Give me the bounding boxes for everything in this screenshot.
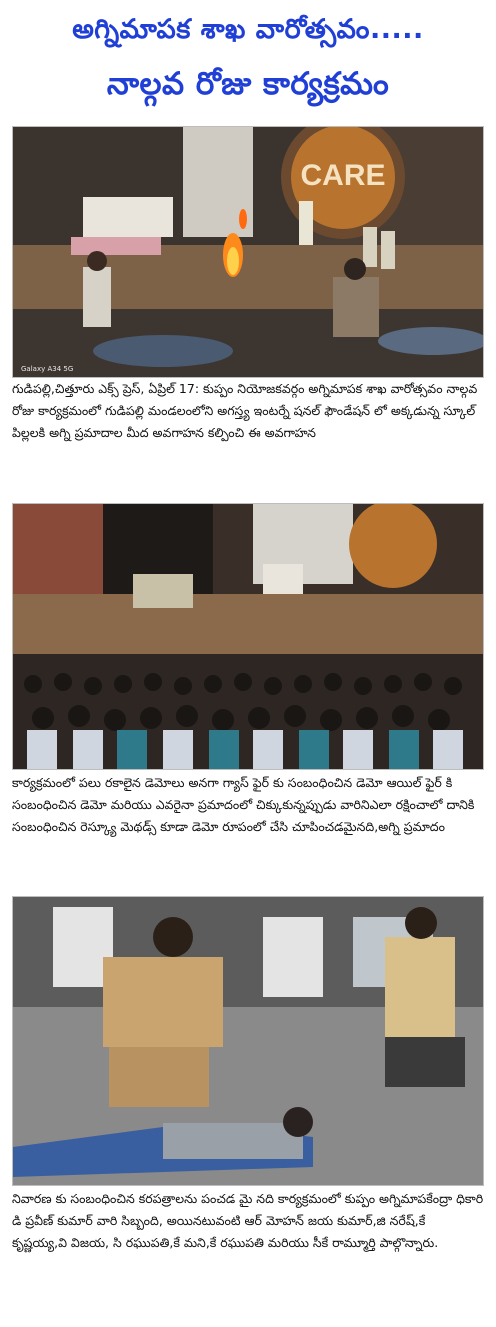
camera-watermark: Galaxy A34 5G <box>21 365 74 373</box>
photo-student-audience <box>12 503 484 770</box>
fire-demo-illustration <box>13 127 484 378</box>
photo-fire-demo <box>12 126 484 378</box>
rescue-demo-illustration <box>13 897 484 1186</box>
paragraph-2: కార్యక్రమంలో పలు రకాలైన డెమోలు అనగా గ్యాస్ ఫైర్ కు సంబంధించిన డెమో ఆయిల్ ఫైర్ కి సంబంధించిన డెమో మరియు ఎవరైనా ప్రమాదంలో చిక్కుకున్నప్పుడు వారినిఎలా రక్షించాలో దానికి సంబంధించిన రెస్క్యూ మెథడ్స్ కూడా డెమో రూపంలో చేసి చూపించడమైనది,అగ్ని ప్రమాదం <box>12 775 475 834</box>
headline-line-2: నాల్గవ రోజు కార్యక్రమం <box>106 66 390 102</box>
paragraph-3: నివారణ కు సంబంధించిన కరపత్రాలను పంచడ మై నది కార్యక్రమంలో కుప్పం అగ్నిమాపకేంద్రా ధికారి డి ప్రవీణ్ కుమార్ వారి సిబ్బంది, అయినటువంటి ఆర్ మోహన్ జయ కుమార్,జి నరేష్,కే కృష్ణయ్య,వి విజయ, సి రఘుపతి,కే మని,కే రఘుపతి మరియు సీకే రామ్మూర్తి పాల్గొన్నారు. <box>12 1191 484 1250</box>
headline-line-1: అగ్నిమాపక శాఖ వారోత్సవం..... <box>72 14 424 45</box>
photo-rescue-demo <box>12 896 484 1186</box>
paragraph-1: గుడిపల్లి,చిత్తూరు ఎక్స్ ప్రెస్, ఏప్రిల్ 17: కుప్పం నియోజకవర్గం అగ్నిమాపక శాఖ వారోత్సవం నాల్గవ రోజు కార్యక్రమంలో గుడిపల్లి మండలంలోని అగస్త్య ఇంటర్నే షనల్ ఫౌండేషన్ లో అక్కడున్న స్కూల్ పిల్లలకి అగ్ని ప్రమాదాల మీద అవగాహన కల్పించి ఈ అవగాహన <box>12 381 478 440</box>
stage-logo-text: CARE <box>300 159 386 192</box>
audience-illustration <box>13 504 484 770</box>
